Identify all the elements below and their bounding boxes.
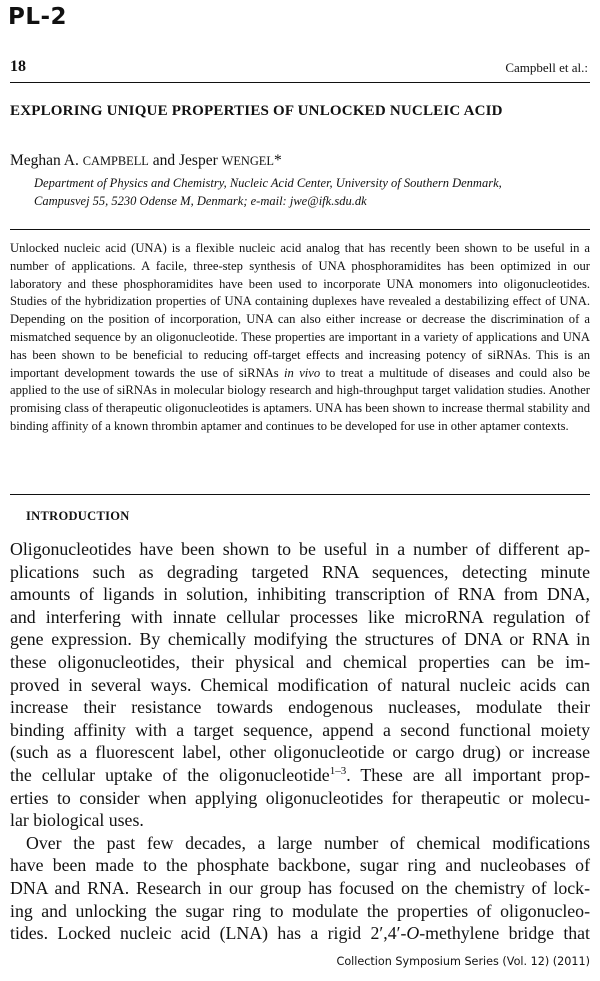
abstract-part-2: to treat a multitude of diseases and could also be applied to the use of siRNAs in molecular biology research and high-throughput target validation studies. Another promising class of therapeutic oligonucleotides is aptamers. UNA has been shown to increase thermal stability and binding affinity of a known thrombin aptamer and continues to be developed for use in other aptamer contexts. [10, 365, 590, 433]
citation-line-after: . These are all important prop- [346, 764, 590, 785]
affiliation-line-1: Department of Physics and Chemistry, Nucleic Acid Center, University of Southern Denmark, [34, 176, 502, 190]
author2-family: WENGEL [221, 154, 274, 168]
text-line: proved in several ways. Chemical modification of natural nucleic acids can [10, 674, 590, 695]
intro-paragraph-1 [10, 538, 590, 832]
abstract [10, 240, 590, 436]
affiliation-line-2: Campusvej 55, 5230 Odense M, Denmark; e-mail: jwe@ifk.sdu.dk [34, 194, 367, 208]
text-line: DNA and RNA. Research in our group has focused on the chemistry of lock- [10, 877, 590, 898]
author2-given: Jesper [179, 152, 218, 169]
text-line: amounts of ligands in solution, inhibiting transcription of RNA from DNA, [10, 584, 590, 605]
text-line: plications such as degrading targeted RNA sequences, detecting minute [10, 561, 590, 582]
text-line: Oligonucleotides have been shown to be useful in a number of different ap- [10, 539, 590, 559]
running-head: Campbell et al.: [505, 60, 588, 75]
citation-superscript: 1–3 [329, 765, 347, 778]
intro-paragraph-2 [10, 832, 590, 945]
journal-footer: Collection Symposium Series (Vol. 12) (2011) [336, 955, 590, 968]
italic-o: O [406, 923, 420, 944]
abstract-part-1: Unlocked nucleic acid (UNA) is a flexible nucleic acid analog that has recently been shown to be useful in a number of applications. A facile, three-step synthesis of UNA phosphoramidites has been optimized in our laboratory and these phosphoramidites have been used to incorporate UNA monomers into oligonucleotides. Studies of the hybridization properties of UNA containing duplexes have revealed a destabilizing effect of UNA. Depending on the position of incorporation, UNA can also either increase or decrease the discrimination of a mismatched sequence by an oligonucleotide. These properties are important in a variety of applications and UNA has been shown to be beneficial to reducing off-target effects and increasing potency of siRNAs. This is an important development towards the use of siRNAs [10, 241, 590, 380]
line-before-italic: tides. Locked nucleic acid (LNA) has a rigid 2′,4′- [10, 923, 407, 944]
abstract-in-vivo: in vivo [284, 365, 321, 380]
introduction-body [10, 538, 590, 945]
text-line: Over the past few decades, a large number of chemical modifications [26, 832, 590, 853]
corresponding-mark: * [273, 152, 282, 169]
text-line: gene expression. By chemically modifying the structures of DNA or RNA in [10, 629, 590, 650]
text-line: increase their resistance towards endogenous nucleases, modulate their [10, 697, 590, 718]
section-heading-introduction: INTRODUCTION [26, 509, 130, 523]
paper-title: EXPLORING UNIQUE PROPERTIES OF UNLOCKED NUCLEIC ACID [10, 103, 503, 119]
citation-line-before: the cellular uptake of the oligonucleotide [10, 764, 330, 785]
author1-given: Meghan A. [10, 152, 79, 169]
text-line: erties to consider when applying oligonucleotides for therapeutic or molecu- [10, 787, 590, 808]
affiliation [34, 174, 590, 210]
text-line: lar biological uses. [10, 810, 144, 831]
text-line: ing and unlocking the sugar ring to modulate the properties of oligonucleo- [10, 900, 590, 921]
author-line [10, 152, 282, 170]
text-line: these oligonucleotides, their physical and chemical properties can be im- [10, 651, 590, 672]
pl-code: PL-2 [8, 4, 68, 30]
text-line-with-italic [10, 922, 590, 945]
text-line: and interfering with innate cellular processes like microRNA regulation of [10, 606, 590, 627]
text-line: binding affinity with a target sequence, append a second functional moiety [10, 719, 590, 740]
abstract-bottom-rule [10, 494, 590, 495]
text-line-with-citation [10, 764, 590, 787]
page-number: 18 [10, 58, 26, 75]
author-conjunction: and [152, 152, 176, 169]
abstract-top-rule [10, 229, 590, 230]
line-after-italic: -methylene bridge that [419, 923, 590, 944]
header-rule [10, 82, 590, 83]
author1-family: CAMPBELL [82, 154, 149, 168]
page-header [10, 58, 590, 80]
text-line: have been made to the phosphate backbone, sugar ring and nucleobases of [10, 855, 590, 876]
text-line: (such as a fluorescent label, other oligonucleotide or cargo drug) or increase [10, 742, 590, 763]
